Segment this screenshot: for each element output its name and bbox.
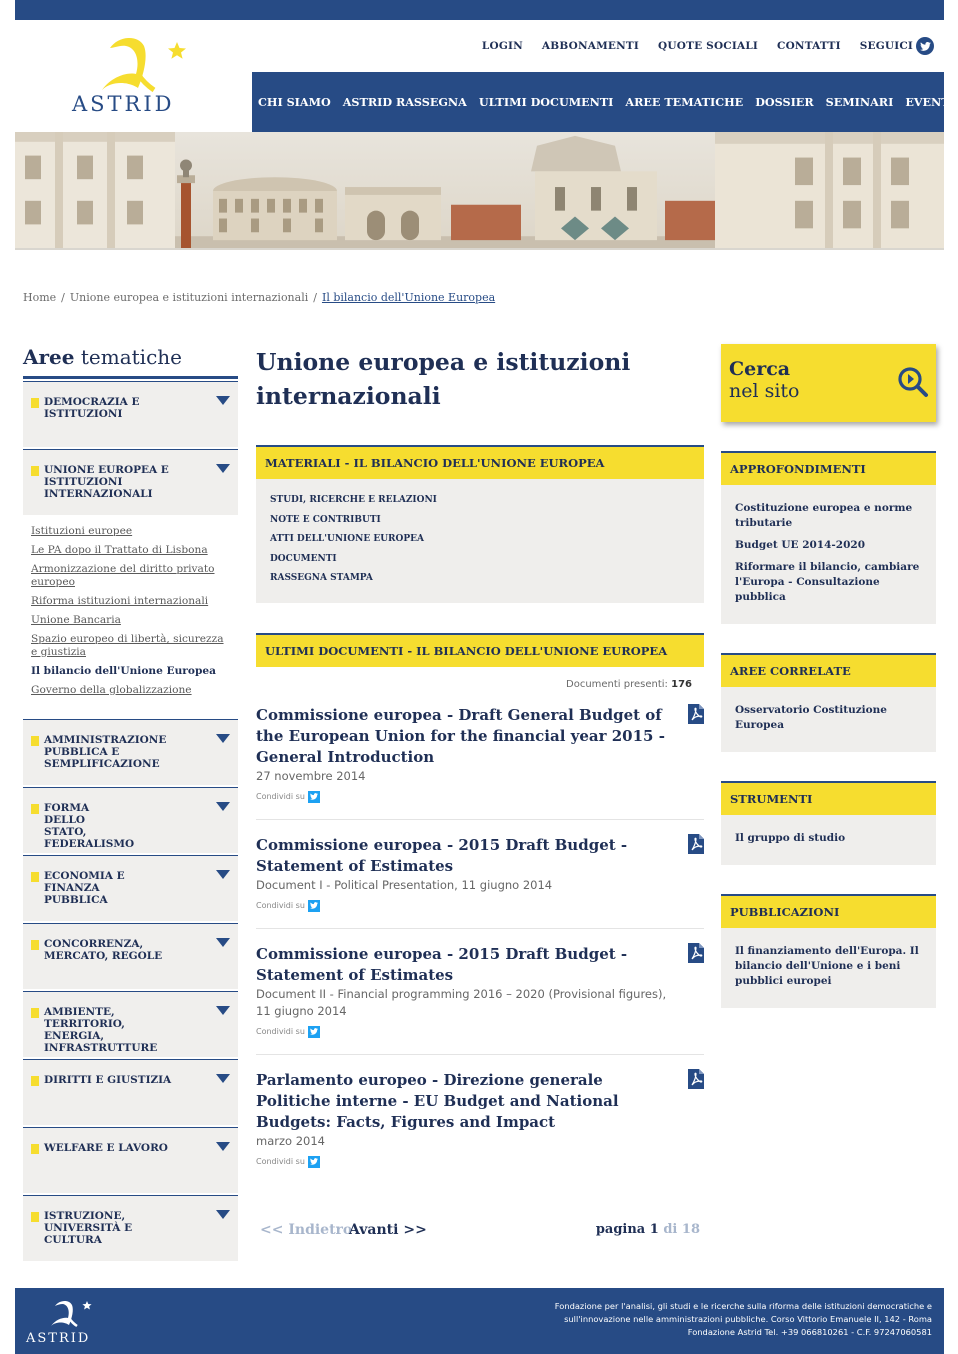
follow-us-label: SEGUICI	[859, 40, 913, 52]
chevron-down-icon[interactable]	[216, 464, 230, 473]
sublink-riforma-istituzioni[interactable]: Riforma istituzioni internazionali	[31, 595, 209, 607]
twitter-share-icon[interactable]	[308, 1026, 320, 1038]
document-item	[256, 929, 704, 1055]
document-title[interactable]: Commissione europea - Draft General Budget of the European Union for the financial year 2015 - General Introduction	[256, 705, 665, 766]
area-label: AMMINISTRAZIONE PUBBLICA E SEMPLIFICAZIONE	[44, 734, 167, 770]
area-label: ISTRUZIONE, UNIVERSITÀ E CULTURA	[44, 1210, 133, 1246]
document-subtitle: Document II - Financial programming 2016 – 2020 (Provisional figures), 11 giugno 2014	[256, 986, 667, 1018]
nav-astrid-rassegna[interactable]: ASTRID RASSEGNA	[342, 95, 467, 109]
footer-logo-icon[interactable]	[41, 1296, 101, 1336]
area-economia[interactable]	[23, 855, 238, 921]
breadcrumb-separator: /	[313, 291, 317, 304]
area-concorrenza[interactable]	[23, 923, 238, 989]
share-label: Condividi su	[256, 792, 305, 801]
area-amministrazione[interactable]	[23, 719, 238, 785]
document-date: marzo 2014	[256, 1133, 325, 1148]
area-ambiente[interactable]	[23, 991, 238, 1057]
site-search-box[interactable]	[721, 344, 936, 422]
aree-correlate-links	[721, 687, 936, 752]
footer-info	[555, 1300, 932, 1340]
page-current: 1	[649, 1222, 659, 1237]
share-row	[256, 1026, 704, 1038]
documents-count	[256, 679, 704, 690]
area-label: ECONOMIA E FINANZA PUBBLICA	[44, 870, 125, 906]
pdf-icon[interactable]	[688, 834, 704, 854]
twitter-share-icon[interactable]	[308, 1156, 320, 1168]
bullet-square	[31, 398, 39, 408]
strumenti-heading: STRUMENTI	[721, 781, 936, 815]
area-welfare[interactable]	[23, 1127, 238, 1193]
hero-city-illustration	[15, 132, 944, 250]
bullet-square	[31, 872, 39, 882]
area-sublinks	[23, 515, 238, 717]
share-row	[256, 1156, 704, 1168]
page-total: 18	[681, 1222, 700, 1237]
bullet-square	[31, 1008, 39, 1018]
breadcrumb-separator: /	[61, 291, 65, 304]
chevron-down-icon[interactable]	[216, 802, 230, 811]
related-link[interactable]: Riformare il bilancio, cambiare l'Europa - Consultazione pubblica	[735, 561, 920, 603]
thematic-areas-sidebar	[23, 345, 238, 1261]
aree-correlate-box	[721, 653, 936, 752]
area-forma-stato[interactable]	[23, 787, 238, 853]
sublink-pa-lisbona[interactable]: Le PA dopo il Trattato di Lisbona	[31, 544, 208, 556]
pubblicazioni-links	[721, 928, 936, 1008]
nav-ultimi-documenti[interactable]: ULTIMI DOCUMENTI	[478, 95, 614, 109]
document-date: 27 novembre 2014	[256, 768, 366, 783]
materials-heading: MATERIALI - IL BILANCIO DELL'UNIONE EUROPEA	[256, 445, 704, 479]
materials-item[interactable]: ATTI DELL'UNIONE EUROPEA	[270, 534, 424, 544]
chevron-down-icon[interactable]	[216, 734, 230, 743]
share-label: Condividi su	[256, 1027, 305, 1036]
area-diritti[interactable]	[23, 1059, 238, 1125]
right-column	[721, 344, 936, 1008]
document-item	[256, 690, 704, 820]
page-of-label: di	[663, 1222, 678, 1237]
chevron-down-icon[interactable]	[216, 1074, 230, 1083]
count-label: Documenti presenti:	[566, 678, 668, 690]
next-page-button[interactable]: Avanti >>	[349, 1222, 427, 1238]
sublink-armonizzazione[interactable]: Armonizzazione del diritto privato europeo	[31, 563, 215, 588]
document-title[interactable]: Commissione europea - 2015 Draft Budget - Statement of Estimates	[256, 835, 628, 875]
related-link[interactable]: Budget UE 2014-2020	[735, 539, 865, 551]
area-label: FORMA DELLO STATO, FEDERALISMO	[44, 802, 135, 850]
search-subtitle: nel sito	[729, 380, 800, 402]
login-link[interactable]: LOGIN	[481, 40, 523, 52]
area-label: DIRITTI E GIUSTIZIA	[44, 1074, 172, 1086]
document-title[interactable]: Parlamento europeo - Direzione generale Politiche interne - EU Budget and National Budgets: Facts, Figures and Impact	[256, 1070, 619, 1131]
area-label: CONCORRENZA, MERCATO, REGOLE	[44, 938, 163, 962]
chevron-down-icon[interactable]	[216, 1006, 230, 1015]
area-label: WELFARE E LAVORO	[44, 1142, 168, 1154]
pdf-icon[interactable]	[688, 943, 704, 963]
page-indicator	[596, 1222, 700, 1237]
latest-documents	[256, 633, 704, 1184]
bullet-square	[31, 466, 39, 476]
materials-item[interactable]: NOTE E CONTRIBUTI	[270, 514, 381, 525]
footer-line: sull'innovazione nelle amministrazioni pubbliche. Corso Vittorio Emanuele II, 142 - Roma	[564, 1314, 932, 1325]
sidebar-title-bold: Aree	[23, 345, 75, 369]
breadcrumb-current[interactable]: Il bilancio dell'Unione Europea	[321, 291, 496, 304]
bullet-square	[31, 736, 39, 746]
latest-heading: ULTIMI DOCUMENTI - IL BILANCIO DELL'UNIONE EUROPEA	[256, 633, 704, 667]
breadcrumb-level1[interactable]: Unione europea e istituzioni internazionali	[69, 291, 309, 304]
approfondimenti-box	[721, 451, 936, 624]
document-subtitle: Document I - Political Presentation, 11 giugno 2014	[256, 877, 553, 892]
brand-wordmark: ASTRID	[72, 92, 175, 116]
nav-eventi[interactable]: EVENTI	[905, 95, 955, 109]
pubblicazioni-heading: PUBBLICAZIONI	[721, 894, 936, 928]
twitter-share-icon[interactable]	[308, 791, 320, 803]
pagination	[256, 1222, 704, 1242]
related-link[interactable]: Il finanziamento dell'Europa. Il bilancio dell'Unione e i beni pubblici europei	[735, 945, 919, 987]
document-title[interactable]: Commissione europea - 2015 Draft Budget - Statement of Estimates	[256, 944, 628, 984]
bullet-square	[31, 1212, 39, 1222]
chevron-down-icon[interactable]	[216, 870, 230, 879]
nav-seminari[interactable]: SEMINARI	[825, 95, 894, 109]
area-label: AMBIENTE, TERRITORIO, ENERGIA, INFRASTRUTTURE	[44, 1006, 158, 1054]
nav-chi-siamo[interactable]: CHI SIAMO	[258, 95, 331, 109]
sublink-bilancio-ue[interactable]: Il bilancio dell'Unione Europea	[31, 665, 216, 677]
aree-correlate-heading: AREE CORRELATE	[721, 653, 936, 687]
strumenti-box	[721, 781, 936, 865]
contacts-link[interactable]: CONTATTI	[777, 40, 841, 52]
materials-item[interactable]: STUDI, RICERCHE E RELAZIONI	[270, 495, 437, 505]
sublink-spazio-europeo[interactable]: Spazio europeo di libertà, sicurezza e giustizia	[31, 633, 224, 658]
sublink-istituzioni-europee[interactable]: Istituzioni europee	[31, 525, 133, 537]
footer-wordmark: ASTRID	[26, 1331, 91, 1346]
document-item	[256, 1055, 704, 1184]
pubblicazioni-box	[721, 894, 936, 1008]
footer-line: Fondazione per l'analisi, gli studi e le ricerche sulla riforma delle istituzioni democratiche e	[554, 1301, 932, 1311]
main-nav	[252, 72, 955, 132]
breadcrumb-home[interactable]: Home	[23, 291, 57, 304]
share-row	[256, 900, 704, 912]
membership-fees-link[interactable]: QUOTE SOCIALI	[658, 40, 759, 52]
breadcrumb	[23, 291, 495, 304]
materials-list	[256, 479, 704, 603]
area-label: DEMOCRAZIA E ISTITUZIONI	[44, 396, 140, 420]
prev-page-button[interactable]: << Indietro	[260, 1222, 353, 1238]
area-unione-europea[interactable]	[23, 449, 238, 515]
subscriptions-link[interactable]: ABBONAMENTI	[541, 40, 640, 52]
related-link[interactable]: Costituzione europea e norme tributarie	[735, 502, 913, 529]
materials-box	[256, 445, 704, 603]
sidebar-title	[23, 345, 238, 379]
footer	[15, 1288, 944, 1354]
related-link[interactable]: Il gruppo di studio	[735, 832, 846, 844]
sublink-globalizzazione[interactable]: Governo della globalizzazione	[31, 684, 192, 696]
share-label: Condividi su	[256, 901, 305, 910]
materials-item[interactable]: DOCUMENTI	[270, 553, 337, 564]
search-icon[interactable]	[897, 366, 929, 398]
related-link[interactable]: Osservatorio Costituzione Europea	[735, 704, 887, 731]
pdf-icon[interactable]	[688, 1069, 704, 1089]
area-label: UNIONE EUROPEA E ISTITUZIONI INTERNAZIONALI	[44, 464, 169, 500]
footer-line: Fondazione Astrid Tel. +39 066810261 - C.F. 97247060581	[687, 1327, 932, 1338]
follow-us-link[interactable]	[860, 37, 934, 55]
strumenti-links	[721, 815, 936, 865]
twitter-share-icon[interactable]	[308, 900, 320, 912]
bullet-square	[31, 1076, 39, 1086]
document-item	[256, 820, 704, 929]
search-title: Cerca	[729, 358, 791, 380]
nav-aree-tematiche[interactable]: AREE TEMATICHE	[625, 95, 744, 109]
approfondimenti-heading: APPROFONDIMENTI	[721, 451, 936, 485]
count-value: 176	[671, 678, 692, 690]
nav-dossier[interactable]: DOSSIER	[755, 95, 814, 109]
page-label: pagina	[595, 1222, 646, 1237]
page-title: Unione europea e istituzioni internazionali	[256, 348, 631, 410]
area-istruzione[interactable]	[23, 1195, 238, 1261]
main-content	[256, 345, 704, 1184]
approfondimenti-links	[721, 485, 936, 624]
chevron-down-icon[interactable]	[216, 938, 230, 947]
sidebar-title-rest: tematiche	[74, 345, 182, 369]
chevron-down-icon[interactable]	[216, 1142, 230, 1151]
utility-nav	[482, 37, 934, 55]
share-row	[256, 791, 704, 803]
materials-item[interactable]: RASSEGNA STAMPA	[270, 573, 373, 583]
top-bar	[15, 0, 944, 20]
bullet-square	[31, 1144, 39, 1154]
twitter-icon[interactable]	[916, 37, 934, 55]
chevron-down-icon[interactable]	[216, 1210, 230, 1219]
chevron-down-icon[interactable]	[216, 396, 230, 405]
bullet-square	[31, 940, 39, 950]
area-democrazia[interactable]	[23, 381, 238, 447]
pdf-icon[interactable]	[688, 704, 704, 724]
share-label: Condividi su	[256, 1157, 305, 1166]
bullet-square	[31, 804, 39, 814]
sublink-unione-bancaria[interactable]: Unione Bancaria	[31, 614, 121, 626]
